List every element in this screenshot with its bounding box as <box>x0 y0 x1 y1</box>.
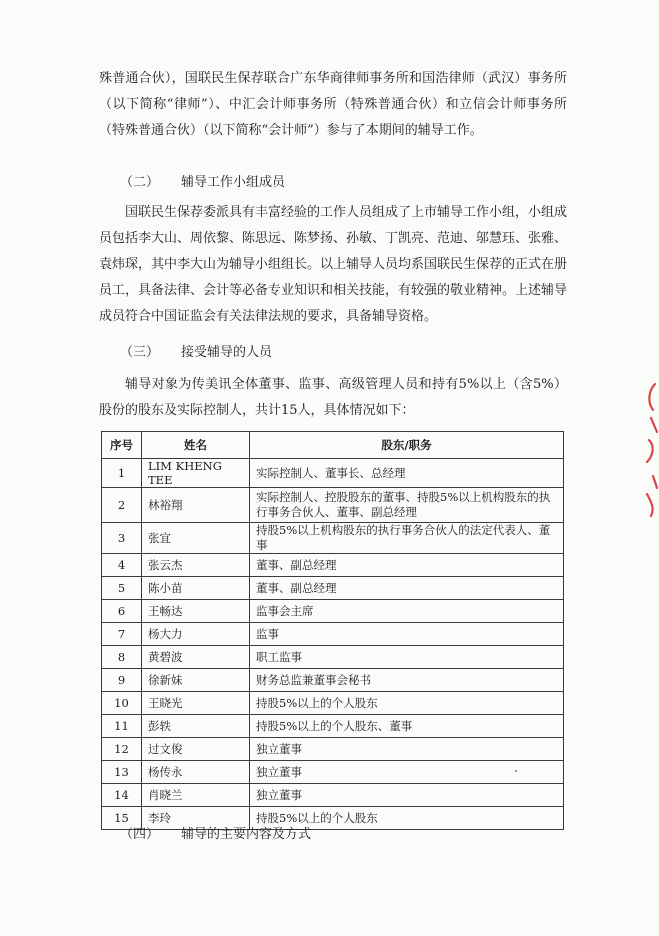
row-number: 7 <box>102 623 142 646</box>
table-row <box>102 459 564 488</box>
table-row <box>102 554 564 577</box>
section-2-number: （二） <box>119 175 159 190</box>
row-number: 14 <box>102 784 142 807</box>
section-2-heading <box>99 170 285 196</box>
table-row <box>102 577 564 600</box>
row-role: 持股5%以上的个人股东、董事 <box>250 715 564 738</box>
table-row <box>102 692 564 715</box>
section-4-title: 辅导的主要内容及方式 <box>181 827 312 842</box>
row-name: 张宜 <box>142 523 250 554</box>
row-number: 2 <box>102 488 142 523</box>
table-row <box>102 761 564 784</box>
row-name: 徐新妹 <box>142 669 250 692</box>
row-name: 林裕翔 <box>142 488 250 523</box>
table-row <box>102 600 564 623</box>
table-row <box>102 738 564 761</box>
row-number: 8 <box>102 646 142 669</box>
section-2-body: 国联民生保荐委派具有丰富经验的工作人员组成了上市辅导工作小组，小组成员包括李大山、周依黎、陈思远、陈梦扬、孙敏、丁凯亮、范迪、邬慧珏、张雅、袁炜琛，其中李大山为辅导小组组长。以上辅导人员均系国联民生保荐的正式在册员工，具备法律、会计等必备专业知识和相关技能，有较强的敬业精神。上述辅导成员符合中国证监会有关法律法规的要求，具备辅导资格。 <box>99 205 568 324</box>
row-number: 13 <box>102 761 142 784</box>
section-2-title: 辅导工作小组成员 <box>181 175 286 190</box>
row-role: 职工监事 <box>250 646 564 669</box>
table-row <box>102 646 564 669</box>
row-number: 15 <box>102 807 142 830</box>
section-4-heading <box>99 822 311 848</box>
row-name: 彭轶 <box>142 715 250 738</box>
section-3-heading <box>99 340 272 366</box>
section-3-title: 接受辅导的人员 <box>181 345 273 360</box>
row-role: 董事、副总经理 <box>250 554 564 577</box>
row-name: 陈小苗 <box>142 577 250 600</box>
row-role: 持股5%以上的个人股东 <box>250 692 564 715</box>
row-name: 张云杰 <box>142 554 250 577</box>
row-name: 过文俊 <box>142 738 250 761</box>
row-role: 持股5%以上的个人股东 <box>250 807 564 830</box>
row-name: 肖晓兰 <box>142 784 250 807</box>
row-role: 独立董事 <box>250 761 564 784</box>
row-role: 实际控制人、董事长、总经理 <box>250 459 564 488</box>
section-3-number: （三） <box>119 345 159 360</box>
table-row <box>102 784 564 807</box>
counseling-roster-table <box>101 431 564 830</box>
row-name: 王畅达 <box>142 600 250 623</box>
row-number: 12 <box>102 738 142 761</box>
row-number: 9 <box>102 669 142 692</box>
row-number: 5 <box>102 577 142 600</box>
row-name: 杨大力 <box>142 623 250 646</box>
row-role: 持股5%以上机构股东的执行事务合伙人的法定代表人、董事 <box>250 523 564 554</box>
section-3-body: 辅导对象为传美讯全体董事、监事、高级管理人员和持有5%以上（含5%）股份的股东及实际控制人，共计15人，具体情况如下： <box>99 377 567 418</box>
row-number: 10 <box>102 692 142 715</box>
row-role: 实际控制人、控股股东的董事、持股5%以上机构股东的执行事务合伙人、董事、副总经理 <box>250 488 564 523</box>
section-4-number: （四） <box>119 827 159 842</box>
row-name: 杨传永 <box>142 761 250 784</box>
row-name: 黄碧波 <box>142 646 250 669</box>
table-row <box>102 523 564 554</box>
row-role: 董事、副总经理 <box>250 577 564 600</box>
row-number: 6 <box>102 600 142 623</box>
row-number: 3 <box>102 523 142 554</box>
row-number: 4 <box>102 554 142 577</box>
row-number: 1 <box>102 459 142 488</box>
row-role: 独立董事 <box>250 738 564 761</box>
table-row <box>102 623 564 646</box>
row-role: 监事会主席 <box>250 600 564 623</box>
scan-speck <box>515 770 517 772</box>
table-row <box>102 488 564 523</box>
header-number: 序号 <box>102 432 142 459</box>
row-name: 王晓光 <box>142 692 250 715</box>
intro-paragraph: 殊普通合伙），国联民生保荐联合广东华商律师事务所和国浩律师（武汉）事务所（以下简称“律师”）、中汇会计师事务所（特殊普通合伙）和立信会计师事务所（特殊普通合伙）（以下简称“会计师”）参与了本期间的辅导工作。 <box>99 71 567 138</box>
row-name: 李玲 <box>142 807 250 830</box>
table-header-row <box>102 432 564 459</box>
row-role: 独立董事 <box>250 784 564 807</box>
row-role: 财务总监兼董事会秘书 <box>250 669 564 692</box>
row-role: 监事 <box>250 623 564 646</box>
table-row <box>102 669 564 692</box>
row-name: LIM KHENG TEE <box>142 459 250 488</box>
row-number: 11 <box>102 715 142 738</box>
header-role: 股东/职务 <box>250 432 564 459</box>
table-row <box>102 715 564 738</box>
red-seal-stamp-edge <box>641 380 659 520</box>
header-name: 姓名 <box>142 432 250 459</box>
